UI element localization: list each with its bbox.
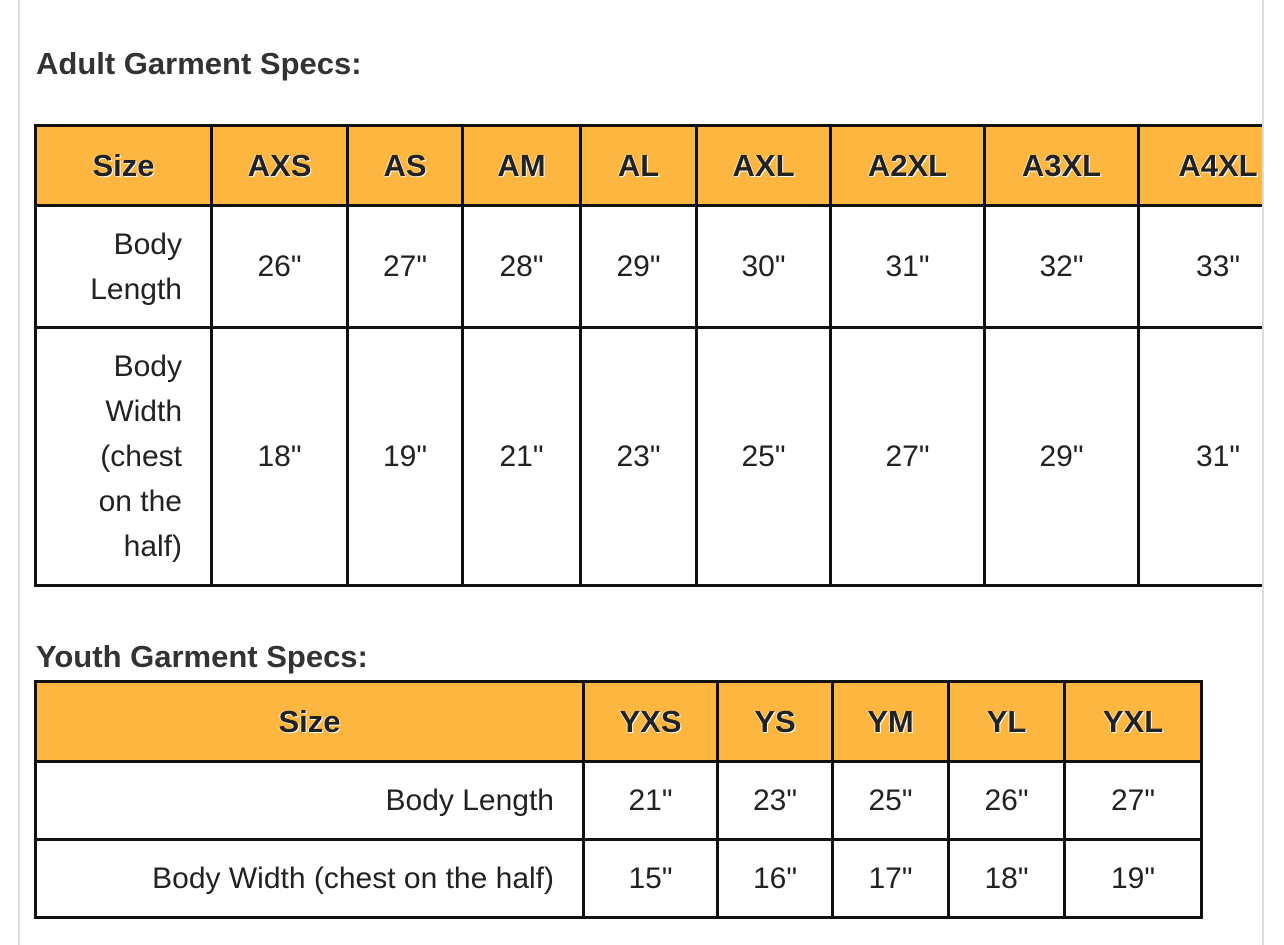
youth-specs-table (34, 680, 1203, 919)
table-cell: 32" (985, 206, 1139, 328)
table-cell: 26" (212, 206, 348, 328)
table-cell: 16" (718, 840, 833, 918)
label-line: on the (98, 485, 182, 518)
adult-size-a4xl: A4XL (1139, 126, 1263, 206)
adult-body-length-label (36, 206, 212, 328)
table-cell: 15" (584, 840, 718, 918)
table-cell: 19" (1065, 840, 1202, 918)
table-cell: 25" (697, 328, 831, 586)
table-cell: 26" (949, 762, 1065, 840)
youth-specs-heading: Youth Garment Specs: (36, 639, 368, 674)
youth-body-length-label: Body Length (36, 762, 584, 840)
youth-size-ym: YM (833, 682, 949, 762)
right-border-rule (1262, 0, 1264, 945)
youth-size-header: Size (36, 682, 584, 762)
table-cell: 21" (584, 762, 718, 840)
youth-size-yxs: YXS (584, 682, 718, 762)
table-cell: 17" (833, 840, 949, 918)
table-cell: 28" (463, 206, 581, 328)
youth-body-width-row (36, 840, 1202, 918)
adult-size-as: AS (348, 126, 463, 206)
label-line: Length (90, 272, 182, 306)
table-cell: 30" (697, 206, 831, 328)
table-cell: 27" (1065, 762, 1202, 840)
youth-size-ys: YS (718, 682, 833, 762)
label-line: (chest (100, 440, 182, 473)
adult-size-a3xl: A3XL (985, 126, 1139, 206)
adult-header-row (36, 126, 1263, 206)
adult-size-al: AL (581, 126, 697, 206)
adult-size-a2xl: A2XL (831, 126, 985, 206)
adult-body-width-label (36, 328, 212, 586)
adult-specs-heading: Adult Garment Specs: (36, 46, 362, 81)
table-cell: 31" (1139, 328, 1263, 586)
adult-size-header: Size (36, 126, 212, 206)
table-cell: 29" (985, 328, 1139, 586)
youth-size-yxl: YXL (1065, 682, 1202, 762)
youth-body-length-row (36, 762, 1202, 840)
youth-header-row (36, 682, 1202, 762)
table-cell: 25" (833, 762, 949, 840)
adult-size-am: AM (463, 126, 581, 206)
table-cell: 31" (831, 206, 985, 328)
table-cell: 29" (581, 206, 697, 328)
adult-size-axl: AXL (697, 126, 831, 206)
table-cell: 27" (831, 328, 985, 586)
table-cell: 27" (348, 206, 463, 328)
table-cell: 33" (1139, 206, 1263, 328)
label-line: half) (123, 530, 182, 563)
adult-specs-table (34, 124, 1262, 587)
youth-body-width-label: Body Width (chest on the half) (36, 840, 584, 918)
label-line: Width (105, 395, 182, 428)
label-line: Body (113, 350, 182, 383)
adult-body-length-row (36, 206, 1263, 328)
table-cell: 18" (212, 328, 348, 586)
table-cell: 18" (949, 840, 1065, 918)
table-cell: 23" (581, 328, 697, 586)
adult-body-width-row (36, 328, 1263, 586)
table-cell: 23" (718, 762, 833, 840)
label-line: Body (113, 227, 182, 261)
adult-size-axs: AXS (212, 126, 348, 206)
table-cell: 21" (463, 328, 581, 586)
youth-size-yl: YL (949, 682, 1065, 762)
table-cell: 19" (348, 328, 463, 586)
